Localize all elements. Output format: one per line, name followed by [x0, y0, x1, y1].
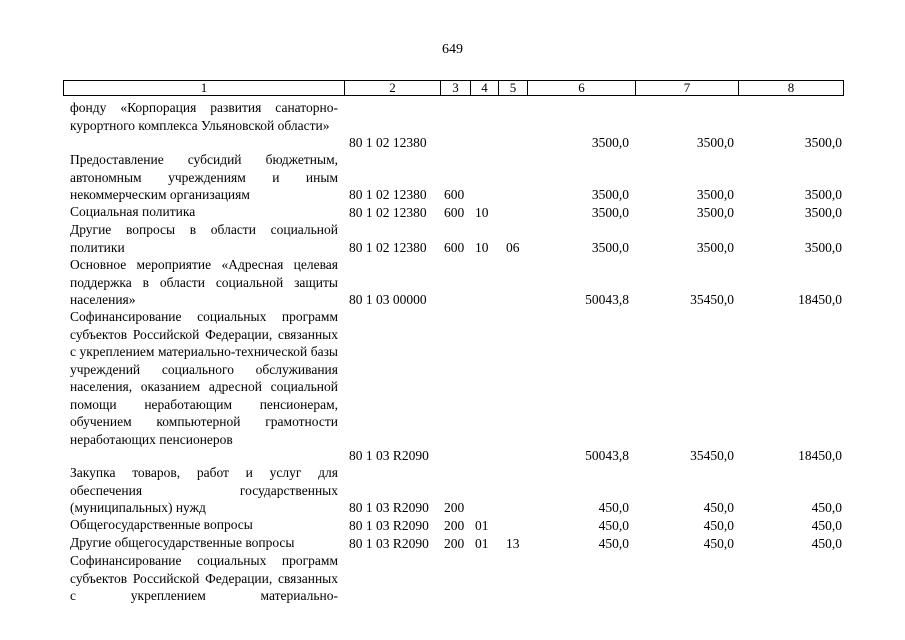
row-name: Софинансирование социальных программ субъектов Российской Федерации, связанных с укреплением материально-технической базы учреждений социального обслуживания населения, оказанием адресной социальной помощи неработающим пенсионерам, обучением компьютерной грамотности неработающих пенсионеров [70, 309, 338, 447]
header-col-8: 8 [787, 80, 795, 95]
row-vr: 200 [444, 517, 465, 533]
row-value-7: 3500,0 [696, 134, 734, 150]
row-value-8: 18450,0 [798, 447, 842, 463]
row-value-6: 450,0 [598, 517, 629, 533]
table-row [0, 203, 905, 221]
row-name: Основное мероприятие «Адресная целевая поддержка в области социальной защиты населения» [70, 257, 338, 307]
row-value-7: 450,0 [703, 517, 734, 533]
row-code: 80 1 03 R2090 [349, 517, 429, 533]
table-row [0, 221, 905, 256]
row-pr: 06 [506, 239, 520, 255]
row-code: 80 1 02 12380 [349, 239, 427, 255]
row-rz: 10 [475, 204, 489, 220]
table-row [0, 256, 905, 308]
row-value-8: 3500,0 [804, 186, 842, 202]
row-value-6: 3500,0 [591, 134, 629, 150]
row-rz: 01 [475, 517, 489, 533]
table-row [0, 151, 905, 203]
row-vr: 600 [444, 204, 465, 220]
row-code: 80 1 03 R2090 [349, 535, 429, 551]
page-number: 649 [442, 42, 463, 57]
row-vr: 600 [444, 186, 465, 202]
row-code: 80 1 03 R2090 [349, 447, 429, 463]
table-row [0, 552, 905, 606]
table-row [0, 308, 905, 464]
row-value-7: 3500,0 [696, 204, 734, 220]
row-code: 80 1 03 00000 [349, 291, 427, 307]
row-vr: 200 [444, 535, 465, 551]
row-name: Софинансирование социальных программ субъектов Российской Федерации, связанных с укреплением материально- [70, 553, 338, 603]
row-code: 80 1 02 12380 [349, 186, 427, 202]
row-code: 80 1 02 12380 [349, 204, 427, 220]
row-value-7: 3500,0 [696, 239, 734, 255]
row-value-6: 450,0 [598, 499, 629, 515]
row-code: 80 1 02 12380 [349, 134, 427, 150]
row-rz: 01 [475, 535, 489, 551]
header-col-1: 1 [64, 81, 345, 95]
row-name: Общегосударственные вопросы [70, 517, 253, 532]
row-value-6: 3500,0 [591, 186, 629, 202]
header-col-2: 2 [345, 81, 441, 95]
row-value-8: 3500,0 [804, 204, 842, 220]
header-col-5: 5 [499, 81, 528, 95]
row-value-7: 450,0 [703, 535, 734, 551]
header-col-7: 7 [636, 81, 739, 95]
row-value-6: 3500,0 [591, 204, 629, 220]
row-code: 80 1 03 R2090 [349, 499, 429, 515]
row-name: Предоставление субсидий бюджетным, автономным учреждениям и иным некоммерческим организациям [70, 152, 338, 202]
row-value-8: 450,0 [811, 517, 842, 533]
table-row [0, 534, 905, 552]
row-value-7: 35450,0 [690, 447, 734, 463]
row-value-8: 450,0 [811, 499, 842, 515]
table-row [0, 99, 905, 151]
header-col-4: 4 [471, 81, 499, 95]
header-col-6: 6 [528, 81, 636, 95]
table-row [0, 464, 905, 516]
row-value-6: 50043,8 [585, 291, 629, 307]
table-row [0, 516, 905, 534]
row-value-7: 450,0 [703, 499, 734, 515]
row-name: Социальная политика [70, 204, 196, 219]
row-value-8: 450,0 [811, 535, 842, 551]
row-vr: 600 [444, 239, 465, 255]
table-header [63, 80, 844, 96]
row-name: Закупка товаров, работ и услуг для обеспечения государственных (муниципальных) нужд [70, 465, 338, 515]
row-value-8: 18450,0 [798, 291, 842, 307]
row-value-6: 3500,0 [591, 239, 629, 255]
header-col-3: 3 [441, 81, 471, 95]
row-value-8: 3500,0 [804, 239, 842, 255]
row-name: Другие общегосударственные вопросы [70, 535, 295, 550]
row-value-6: 450,0 [598, 535, 629, 551]
row-vr: 200 [444, 499, 465, 515]
row-pr: 13 [506, 535, 520, 551]
row-value-7: 35450,0 [690, 291, 734, 307]
row-value-6: 50043,8 [585, 447, 629, 463]
row-value-7: 3500,0 [696, 186, 734, 202]
row-value-8: 3500,0 [804, 134, 842, 150]
row-name: фонду «Корпорация развития санаторно-курортного комплекса Ульяновской области» [70, 100, 338, 133]
row-rz: 10 [475, 239, 489, 255]
row-name: Другие вопросы в области социальной политики [70, 222, 338, 255]
